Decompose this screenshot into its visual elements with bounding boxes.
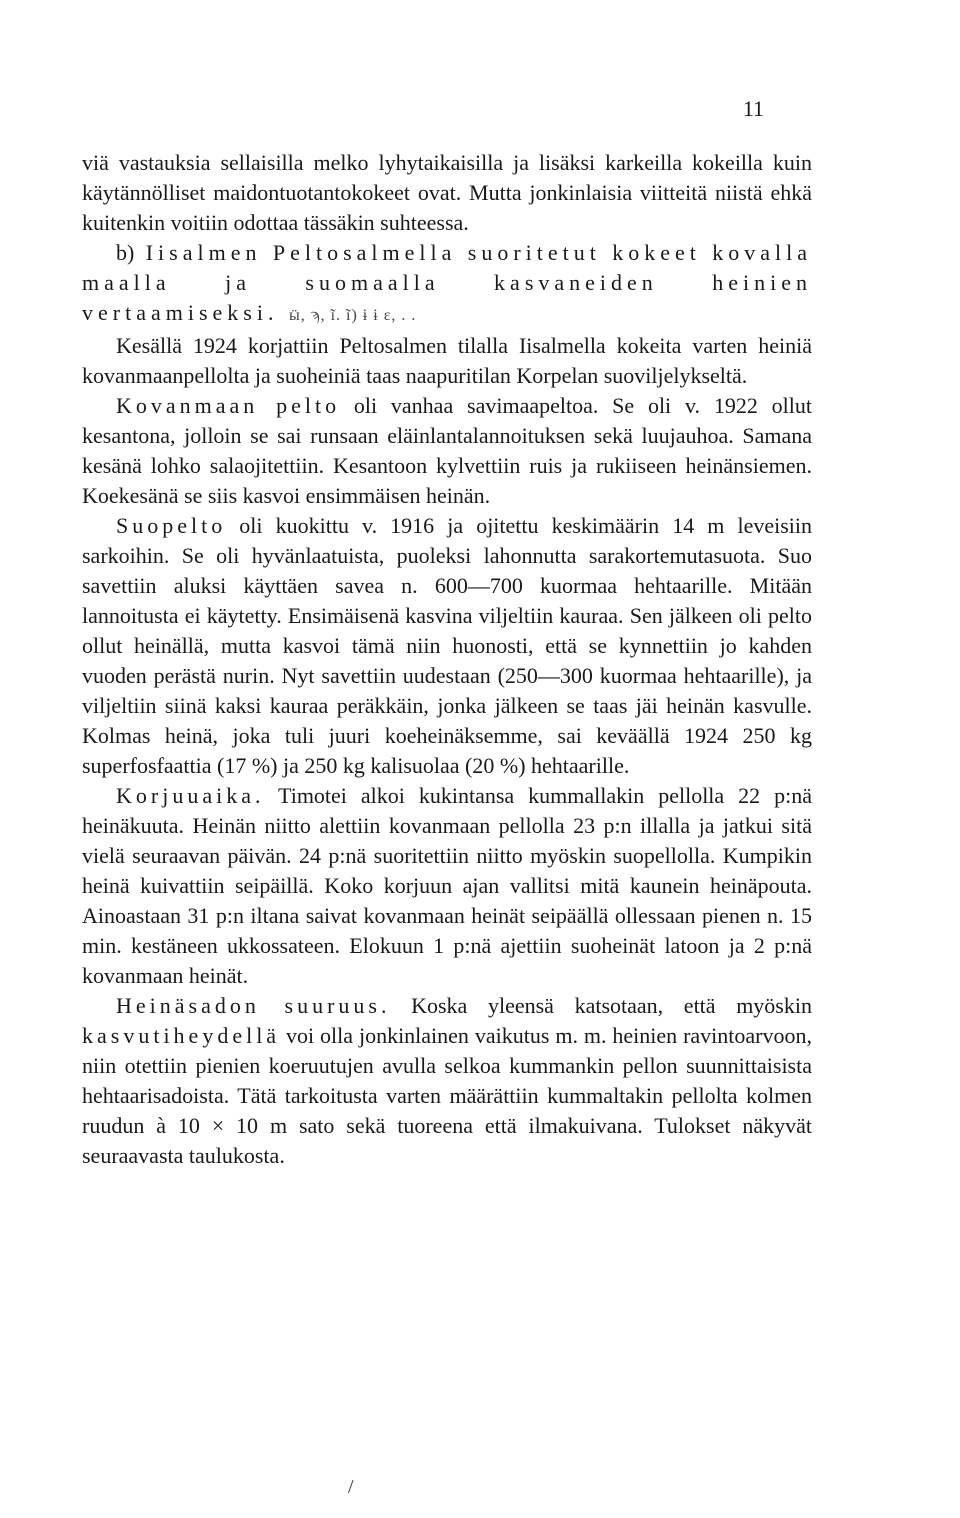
paragraph-1 bbox=[82, 331, 812, 391]
paragraph-2-text: oli vanhaa savimaapeltoa. Se oli v. 1922 ollut kesantona, jolloin se sai runsaan eläinlantalannoituksen sekä luujauhoa. Samana kesänä lohko salaojitettiin. Kesantoon kylvettiin ruis ja rukiiseen heinänsiemen. Koekesänä se siis kasvoi ensimmäisen heinän. bbox=[82, 393, 812, 508]
paragraph-3-lead: Suopelto bbox=[116, 513, 227, 538]
page-body bbox=[82, 148, 812, 1171]
paragraph-2 bbox=[82, 391, 812, 511]
section-heading-text: Iisalmen Peltosalmella suoritetut kokeet kovalla maalla ja suomaalla kasvaneiden heinien vertaamiseksi. bbox=[82, 240, 813, 325]
paragraph-2-lead: Kovanmaan pelto bbox=[116, 393, 341, 418]
stray-marks: ӹ, ϡ, ĩ. ĩ) ɨ ɨ ɛ, . . bbox=[288, 307, 417, 324]
paragraph-4 bbox=[82, 781, 812, 991]
paragraph-5-text: Koska yleensä katsotaan, että myöskin bbox=[390, 993, 812, 1018]
paragraph-5-lead: Heinäsadon suuruus. bbox=[116, 993, 391, 1018]
paragraph-5-text-2: voi olla jonkinlainen vaikutus m. m. heinien ravintoarvoon, niin otettiin pienien koeruutujen avulla selkoa kummankin pellon suunnittaisista hehtaarisadoista. Tätä tarkoitusta varten määrättiin kummaltakin pellolta kolmen ruudun à 10 × 10 m sato sekä tuoreena että ilmakuivana. Tulokset näkyvät seuraavasta taulukosta. bbox=[82, 1023, 812, 1168]
intro-paragraph: viä vastauksia sellaisilla melko lyhytaikaisilla ja lisäksi karkeilla kokeilla kuin käytännölliset maidontuotantokokeet ovat. Mutta jonkinlaisia viitteitä niistä ehkä kuitenkin voitiin odottaa tässäkin suhteessa. bbox=[82, 150, 812, 235]
paragraph-1-text: Kesällä 1924 korjattiin Peltosalmen tilalla Iisalmella kokeita varten heiniä kovanmaanpellolta ja suoheiniä taas naapuritilan Korpelan suoviljelykseltä. bbox=[82, 333, 812, 388]
paragraph-3-text: oli kuokittu v. 1916 ja ojitettu keskimäärin 14 m leveisiin sarkoihin. Se oli hyvänlaatuista, puoleksi lahonnutta sarakortemutasuota. Suo savettiin aluksi käyttäen savea n. 600—700 kuormaa hehtaarille. Mitään lannoitusta ei käytetty. Ensimäisenä kasvina viljeltiin kauraa. Sen jälkeen oli pelto ollut heinällä, mutta kasvoi tämä niin huonosti, että se kynnettiin jo kahden vuoden perästä nurin. Nyt savettiin uudestaan (250—300 kuormaa hehtaarille), ja viljeltiin siinä kaksi kauraa peräkkäin, jonka jälkeen se taas jäi heinän kasvulle. Kolmas heinä, joka tuli juuri koeheinäksemme, sai keväällä 1924 250 kg superfosfaattia (17 %) ja 250 kg kalisuolaa (20 %) hehtaarille. bbox=[82, 513, 812, 778]
section-label: b) bbox=[116, 240, 135, 265]
paragraph-3 bbox=[82, 511, 812, 781]
paragraph-5-lead-2: kasvutiheydellä bbox=[82, 1023, 281, 1048]
paragraph-5 bbox=[82, 991, 812, 1171]
paragraph-4-text: Timotei alkoi kukintansa kummallakin pellolla 22 p:nä heinäkuuta. Heinän niitto alettiin kovanmaan pellolla 23 p:n illalla ja jatkui sitä vielä seuraavan päivän. 24 p:nä suoritettiin niitto myöskin suopellolla. Kumpikin heinä kuivattiin seipäillä. Koko korjuun ajan vallitsi mitä kaunein heinäpouta. Ainoastaan 31 p:n iltana saivat kovanmaan heinät seipäällä ollessaan pienen n. 15 min. kestäneen ukkossateen. Elokuun 1 p:nä ajettiin suoheinät latoon ja 2 p:nä kovanmaan heinät. bbox=[82, 783, 812, 988]
page-number: 11 bbox=[742, 96, 764, 121]
section-heading bbox=[82, 238, 812, 331]
stray-slash-mark: / bbox=[348, 1476, 354, 1498]
paragraph-4-lead: Korjuuaika. bbox=[116, 783, 265, 808]
